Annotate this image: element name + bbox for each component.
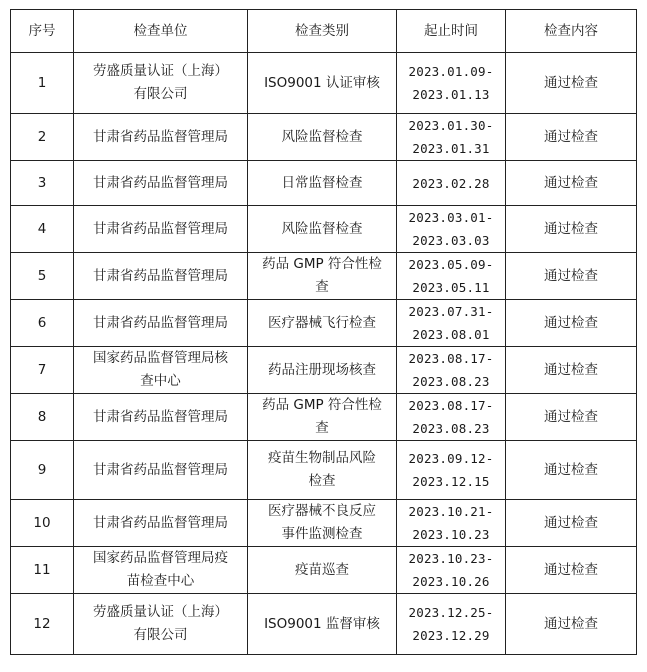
cell-category-line: 药品 GMP 符合性检 [262, 256, 382, 272]
cell-result: 通过检查 [506, 594, 637, 655]
cell-period [397, 206, 506, 253]
cell-result: 通过检查 [506, 300, 637, 347]
cell-index: 8 [11, 394, 74, 441]
cell-period [397, 547, 506, 594]
cell-category-line: 疫苗巡查 [295, 561, 349, 578]
cell-index: 6 [11, 300, 74, 347]
header-result: 检查内容 [506, 10, 637, 53]
cell-period [397, 500, 506, 547]
cell-unit-line: 劳盛质量认证（上海） [93, 63, 228, 79]
cell-period-line: 2023.01.09- [408, 64, 494, 79]
cell-unit-line: 有限公司 [133, 86, 188, 102]
cell-period-line: 2023.03.03 [412, 233, 490, 248]
cell-unit-line: 甘肃省药品监督管理局 [93, 461, 228, 478]
cell-category-line: ISO9001 监督审核 [264, 615, 380, 632]
table-row [11, 500, 637, 547]
header-period: 起止时间 [397, 10, 506, 53]
cell-period-line: 2023.08.23 [412, 374, 490, 389]
cell-unit [74, 547, 248, 594]
cell-period [397, 441, 506, 500]
cell-unit [74, 53, 248, 114]
cell-unit-line: 国家药品监督管理局核 [93, 350, 228, 366]
cell-period [397, 347, 506, 394]
cell-category [248, 253, 397, 300]
cell-category [248, 53, 397, 114]
cell-unit-line: 苗检查中心 [126, 573, 195, 589]
cell-unit [74, 206, 248, 253]
cell-category-line: 查 [315, 420, 329, 436]
cell-unit-line: 甘肃省药品监督管理局 [93, 267, 228, 284]
cell-result: 通过检查 [506, 206, 637, 253]
cell-period [397, 300, 506, 347]
cell-index: 3 [11, 161, 74, 206]
cell-unit [74, 594, 248, 655]
cell-unit-line: 国家药品监督管理局疫 [93, 550, 228, 566]
cell-period-line: 2023.01.31 [412, 141, 490, 156]
cell-period-line: 2023.10.23- [408, 551, 494, 566]
cell-period-line: 2023.07.31- [408, 304, 494, 319]
cell-index: 12 [11, 594, 74, 655]
cell-unit-line: 有限公司 [133, 627, 188, 643]
cell-unit-line: 甘肃省药品监督管理局 [93, 314, 228, 331]
cell-period [397, 253, 506, 300]
cell-period-line: 2023.10.26 [412, 574, 490, 589]
cell-unit-line: 查中心 [140, 373, 181, 389]
table-row [11, 114, 637, 161]
cell-unit [74, 161, 248, 206]
cell-unit [74, 500, 248, 547]
cell-category [248, 394, 397, 441]
cell-period [397, 394, 506, 441]
cell-period-line: 2023.10.23 [412, 527, 490, 542]
cell-unit [74, 441, 248, 500]
table-row [11, 394, 637, 441]
table-row [11, 300, 637, 347]
inspection-table-container [10, 9, 637, 655]
cell-category [248, 500, 397, 547]
cell-period-line: 2023.02.28 [412, 175, 490, 191]
cell-index: 11 [11, 547, 74, 594]
cell-index: 7 [11, 347, 74, 394]
table-row [11, 206, 637, 253]
cell-category [248, 547, 397, 594]
cell-index: 10 [11, 500, 74, 547]
header-index: 序号 [11, 10, 74, 53]
cell-unit-line: 甘肃省药品监督管理局 [93, 174, 228, 191]
header-category: 检查类别 [248, 10, 397, 53]
table-row [11, 253, 637, 300]
cell-result: 通过检查 [506, 253, 637, 300]
table-row [11, 547, 637, 594]
cell-period-line: 2023.12.29 [412, 628, 490, 643]
cell-category [248, 206, 397, 253]
cell-result: 通过检查 [506, 394, 637, 441]
table-row [11, 161, 637, 206]
cell-index: 2 [11, 114, 74, 161]
table-header-row [11, 10, 637, 53]
cell-index: 5 [11, 253, 74, 300]
cell-period-line: 2023.10.21- [408, 504, 494, 519]
cell-period-line: 2023.12.15 [412, 474, 490, 489]
cell-category-line: 药品注册现场核查 [268, 361, 376, 378]
cell-unit [74, 300, 248, 347]
inspection-table [10, 9, 637, 655]
cell-index: 1 [11, 53, 74, 114]
cell-period [397, 161, 506, 206]
table-row [11, 347, 637, 394]
cell-category [248, 300, 397, 347]
cell-unit [74, 114, 248, 161]
cell-category-line: 日常监督检查 [281, 174, 363, 191]
cell-unit-line: 甘肃省药品监督管理局 [93, 128, 228, 145]
cell-index: 9 [11, 441, 74, 500]
cell-unit [74, 347, 248, 394]
cell-category [248, 594, 397, 655]
cell-category-line: 疫苗生物制品风险 [268, 450, 376, 466]
cell-category [248, 347, 397, 394]
cell-period-line: 2023.08.23 [412, 421, 490, 436]
cell-result: 通过检查 [506, 547, 637, 594]
cell-period [397, 114, 506, 161]
cell-period-line: 2023.08.01 [412, 327, 490, 342]
cell-category-line: 事件监测检查 [281, 526, 363, 542]
cell-index: 4 [11, 206, 74, 253]
cell-period-line: 2023.01.13 [412, 87, 490, 102]
cell-unit-line: 甘肃省药品监督管理局 [93, 408, 228, 425]
cell-category [248, 114, 397, 161]
cell-unit-line: 劳盛质量认证（上海） [93, 604, 228, 620]
cell-result: 通过检查 [506, 161, 637, 206]
cell-category-line: 检查 [308, 473, 336, 489]
cell-period [397, 594, 506, 655]
cell-period-line: 2023.01.30- [408, 118, 494, 133]
cell-category [248, 441, 397, 500]
cell-period-line: 2023.12.25- [408, 605, 494, 620]
cell-result: 通过检查 [506, 500, 637, 547]
cell-result: 通过检查 [506, 441, 637, 500]
cell-category [248, 161, 397, 206]
table-row [11, 53, 637, 114]
cell-category-line: 风险监督检查 [281, 220, 363, 237]
cell-period-line: 2023.05.11 [412, 280, 490, 295]
header-unit: 检查单位 [74, 10, 248, 53]
cell-period-line: 2023.03.01- [408, 210, 494, 225]
cell-unit-line: 甘肃省药品监督管理局 [93, 514, 228, 531]
cell-unit [74, 253, 248, 300]
table-body [11, 53, 637, 655]
cell-result: 通过检查 [506, 347, 637, 394]
cell-category-line: 查 [315, 279, 329, 295]
cell-category-line: ISO9001 认证审核 [264, 74, 380, 91]
cell-result: 通过检查 [506, 53, 637, 114]
cell-period [397, 53, 506, 114]
cell-unit-line: 甘肃省药品监督管理局 [93, 220, 228, 237]
table-row [11, 441, 637, 500]
cell-result: 通过检查 [506, 114, 637, 161]
cell-category-line: 医疗器械飞行检查 [268, 314, 376, 331]
cell-period-line: 2023.08.17- [408, 351, 494, 366]
cell-period-line: 2023.05.09- [408, 257, 494, 272]
table-row [11, 594, 637, 655]
cell-unit [74, 394, 248, 441]
cell-category-line: 医疗器械不良反应 [268, 503, 376, 519]
cell-category-line: 风险监督检查 [281, 128, 363, 145]
cell-category-line: 药品 GMP 符合性检 [262, 397, 382, 413]
cell-period-line: 2023.08.17- [408, 398, 494, 413]
cell-period-line: 2023.09.12- [408, 451, 494, 466]
